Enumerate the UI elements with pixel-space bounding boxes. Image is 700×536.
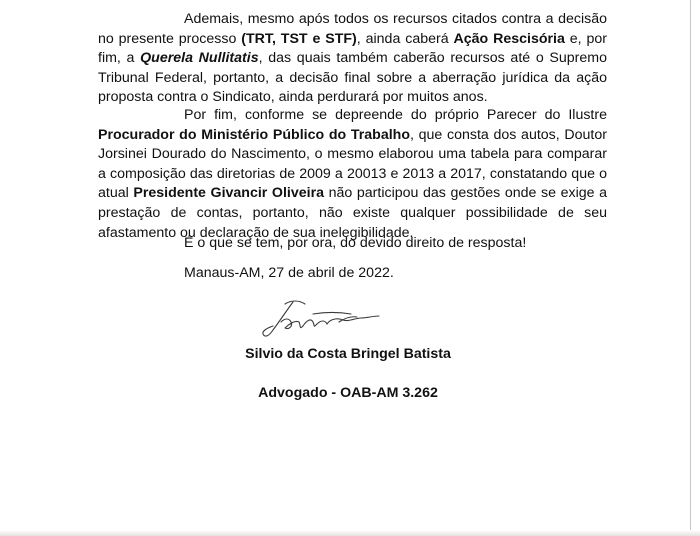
page-edge [690, 0, 691, 536]
bold-presidente: Presidente Givancir Oliveira [133, 185, 324, 202]
closing-statement: É o que se tem, por ora, do devido direito de resposta! [184, 235, 527, 251]
bold-courts: (TRT, TST e STF) [241, 30, 357, 47]
text-run: Ademais, mesmo após todos os recursos citados contra a decisão no presente processo [98, 11, 607, 47]
page-bottom-shadow [0, 530, 700, 536]
paragraph-parecer [98, 106, 607, 243]
text-run: Por fim, conforme se depreende do próprio Parecer do Ilustre [184, 107, 607, 123]
text-run: , que consta dos autos, Doutor Jorsinei Dourado do Nascimento, o mesmo elaborou uma tabela para comparar a composição das diretorias de 2009 a 20013 e 2013 a 2017, constatando que o atual [98, 126, 607, 202]
handwritten-signature [255, 296, 405, 342]
text-run: não participou das gestões onde se exige a prestação de contas, portanto, não existe qualquer possibilidade de seu afastamento ou declaração de sua inelegibilidade. [98, 185, 608, 241]
bold-italic-querela: Querela Nullitatis [140, 50, 259, 67]
date-line: Manaus-AM, 27 de abril de 2022. [184, 265, 394, 281]
bold-acao-rescisoria: Ação Rescisória [453, 30, 565, 47]
text-run: e, por fim, a [98, 30, 607, 67]
paragraph-recursos-text [98, 10, 607, 108]
text-run: , das quais também caberão recursos até o Supremo Tribunal Federal, portanto, a decisão final sobre a aberração jurídica da ação proposta contra o Sindicato, ainda perdurará por muitos anos. [98, 50, 607, 106]
paragraph-recursos [98, 10, 607, 108]
bold-procurador: Procurador do Ministério Público do Trabalho [98, 126, 410, 143]
text-run: , ainda caberá [356, 30, 454, 47]
signatory-title: Advogado - OAB-AM 3.262 [258, 385, 438, 401]
paragraph-parecer-text [98, 106, 607, 243]
signatory-name: Silvio da Costa Bringel Batista [245, 346, 451, 362]
